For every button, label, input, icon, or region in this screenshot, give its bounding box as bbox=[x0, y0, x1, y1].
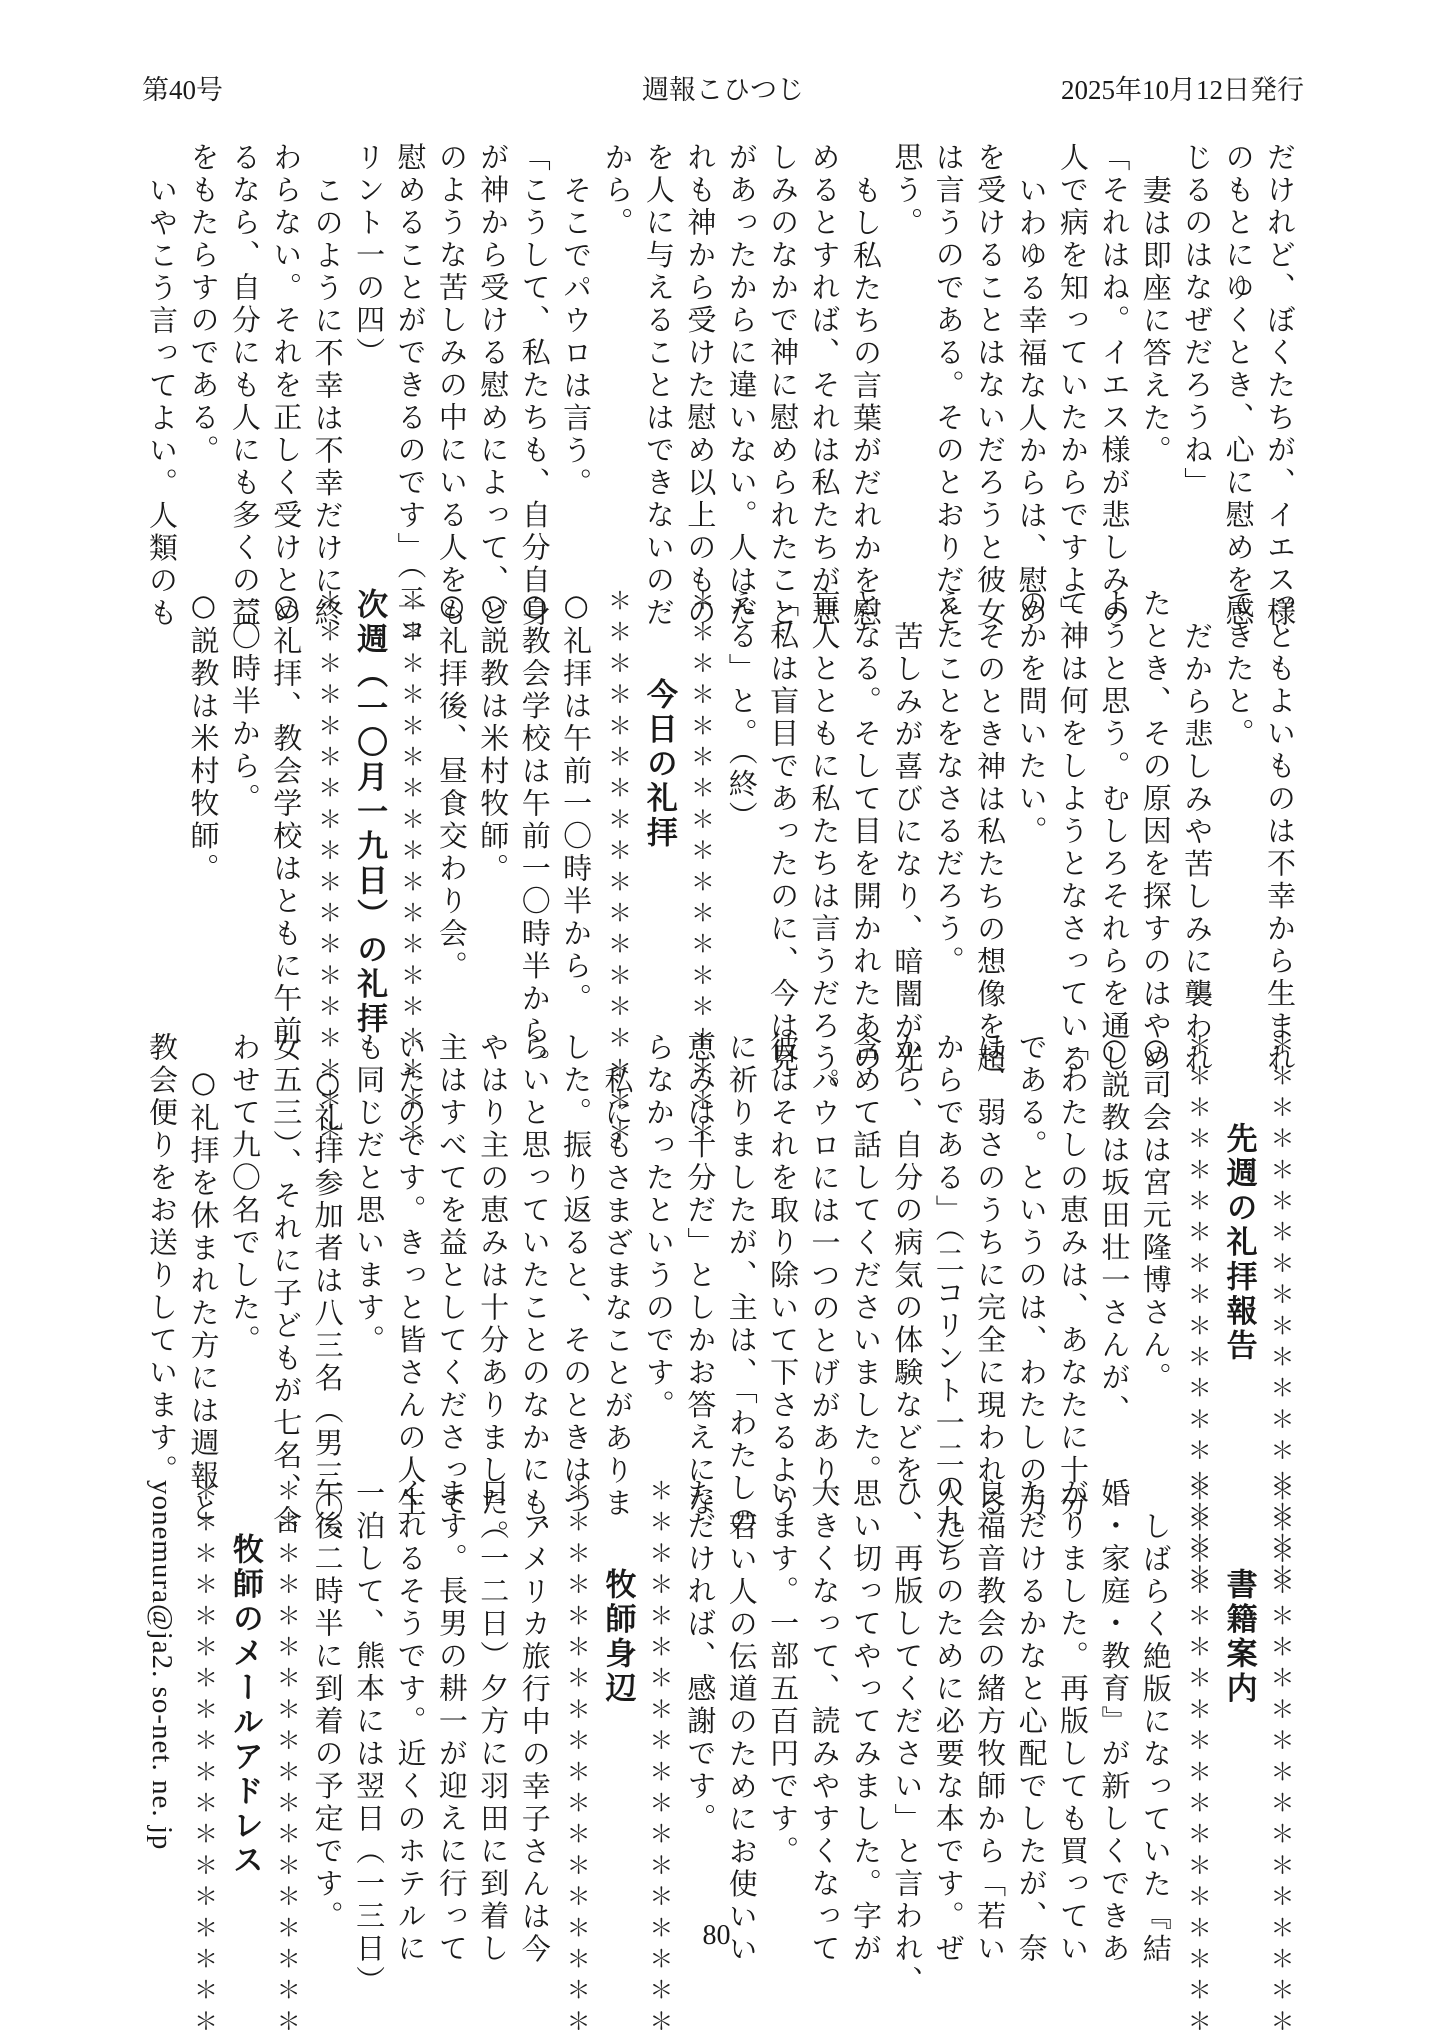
essay-line: える」と。（終） bbox=[724, 588, 759, 834]
service-item: ○礼拝、教会学校はともに午前 bbox=[269, 588, 304, 1048]
report-line: である。というのは、わたしの力 bbox=[1014, 1032, 1049, 1520]
report-line: ○説教は坂田壮一さんが、 bbox=[1097, 1032, 1132, 1427]
essay-line: 妻は即座に答えた。 bbox=[1138, 175, 1173, 468]
pastor-news-line: ます。長男の耕一が迎えに行って bbox=[434, 1478, 469, 1966]
essay-line: を受けることはないだろうと彼女 bbox=[973, 142, 1008, 630]
asterisk-divider: ＊＊＊＊＊＊＊＊＊＊＊＊＊＊＊＊＊＊ bbox=[1183, 1478, 1212, 2040]
report-line: 教会便りをお送りしています。 bbox=[145, 1032, 180, 1487]
essay-line: だけれど、ぼくたちが、イエス様 bbox=[1263, 142, 1297, 630]
asterisk-divider: ＊＊＊＊＊＊＊＊＊＊＊＊＊＊＊＊＊＊ bbox=[562, 1478, 591, 2040]
service-item: ○教会学校は午前一〇時半から。 bbox=[517, 588, 552, 1081]
report-line: らいと思っていたことのなかにも、 bbox=[517, 1032, 552, 1552]
essay-line: っともよいものは不幸から生まれ bbox=[1263, 588, 1297, 1076]
report-line: ○礼拝を休まれた方には週報と bbox=[186, 1065, 221, 1525]
book-line: 大きくなって、読みやすくなって bbox=[807, 1478, 842, 1966]
report-line: に祈りましたが、主は、「わたしの bbox=[724, 1032, 759, 1538]
essay-line: しみのなかで神に慰められたこと bbox=[766, 142, 801, 630]
essay-line: リント一の四） bbox=[352, 142, 387, 370]
essay-line: だから悲しみや苦しみに襲われ bbox=[1180, 621, 1215, 1076]
section-heading-pastor-news: 牧師身辺 bbox=[599, 1568, 636, 1706]
essay-line: そのとき神は私たちの想像を超 bbox=[973, 621, 1008, 1076]
report-line: 女五三）、それに子どもが七名、合 bbox=[269, 1032, 304, 1538]
pastor-news-line: くれるそうです。近くのホテルに bbox=[393, 1478, 428, 1966]
service-item: 一〇時半から。 bbox=[227, 588, 262, 816]
asterisk-divider: ＊＊＊＊＊＊＊＊＊＊＊＊＊＊＊＊＊＊ bbox=[686, 588, 715, 1150]
book-line: ひ、再版してください」と言われ、 bbox=[890, 1478, 925, 1998]
essay-line: のような苦しみの中にいる人をも bbox=[434, 142, 469, 630]
tier-3-report bbox=[120, 1032, 1300, 1594]
tier-2-services bbox=[120, 588, 1300, 1150]
asterisk-divider: ＊＊＊＊＊＊＊＊＊＊＊＊＊＊＊＊＊＊ bbox=[644, 1478, 673, 2040]
book-line: 良福音教会の緒方牧師から「若い bbox=[973, 1478, 1008, 1966]
essay-line: のもとにゆくとき、心に慰めを感 bbox=[1221, 142, 1256, 630]
essay-line: となる。そして目を開かれたあの bbox=[848, 588, 883, 1076]
asterisk-divider: ＊＊＊＊＊＊＊＊＊＊＊＊＊＊＊＊＊＊ bbox=[1266, 1032, 1294, 1594]
essay-line: そこでパウロは言う。 bbox=[559, 175, 594, 500]
essay-line: わらない。それを正しく受けとめ bbox=[269, 142, 304, 630]
report-line: やはり主の恵みは十分ありました。 bbox=[476, 1032, 511, 1552]
book-line: 若い人の伝道のためにお使いい bbox=[724, 1511, 759, 1966]
report-line: 「わたしの恵みは、あなたに十分 bbox=[1055, 1032, 1090, 1520]
pastor-news-line: アメリカ旅行中の幸子さんは今 bbox=[517, 1511, 552, 1966]
essay-line: 盲人とともに私たちは言うだろう。 bbox=[807, 588, 842, 1108]
book-line: 人たちのために必要な本です。ぜ bbox=[931, 1478, 966, 1966]
report-line: ○礼拝参加者は八三名（男三〇、 bbox=[310, 1065, 345, 1558]
essay-line: から。 bbox=[600, 142, 635, 240]
essay-line: いやこう言ってよい。人類のも bbox=[145, 175, 180, 630]
asterisk-divider: ＊＊＊＊＊＊＊＊＊＊＊＊＊＊＊＊＊＊ bbox=[603, 588, 632, 1150]
pastor-news-line: 日（一二日）夕方に羽田に到着し bbox=[476, 1478, 511, 1966]
essay-line: 「こうして、私たちも、自分自身 bbox=[517, 142, 552, 630]
book-line: 婚・家庭・教育』が新しくできあ bbox=[1097, 1478, 1132, 1966]
essay-line: ようと思う。むしろそれらを通し bbox=[1097, 588, 1132, 1076]
service-item: ○説教は米村牧師。 bbox=[476, 588, 511, 886]
essay-line: このように不幸は不幸だけに終 bbox=[310, 175, 345, 630]
essay-line: いわゆる幸福な人からは、慰め bbox=[1014, 175, 1049, 630]
book-line: がりました。再版しても買ってい bbox=[1055, 1478, 1090, 1966]
report-line: した。振り返ると、そのときはつ bbox=[559, 1032, 594, 1520]
report-line: も同じだと思います。 bbox=[352, 1032, 387, 1357]
newsletter-title: 週報こひつじ bbox=[642, 75, 804, 105]
report-line: わせて九〇名でした。 bbox=[227, 1032, 262, 1357]
tier-1-essay bbox=[120, 142, 1300, 648]
report-line: いたのです。きっと皆さんの人生 bbox=[393, 1032, 428, 1520]
asterisk-divider: ＊＊＊＊＊＊＊＊＊＊＊＊＊＊＊＊＊＊ bbox=[189, 1478, 218, 2040]
page-header bbox=[142, 70, 1304, 110]
essay-line: があったからに違いない。人はだ bbox=[724, 142, 759, 630]
pastor-news-line: 午後二時半に到着の予定です。 bbox=[310, 1478, 345, 1933]
essay-line: は言うのである。そのとおりだと bbox=[931, 142, 966, 630]
section-heading-next-week: 次週（一〇月一九日）の礼拝 bbox=[351, 588, 388, 1037]
essay-line: 「私は盲目であったのに、今は見 bbox=[766, 588, 801, 1076]
essay-line: もし私たちの言葉がだれかを慰 bbox=[848, 175, 883, 630]
essay-line: のかを問いたい。 bbox=[1014, 588, 1049, 848]
report-line: 含めて話してくださいました。 bbox=[848, 1032, 883, 1487]
asterisk-divider: ＊＊＊＊＊＊＊＊＊＊＊＊＊＊＊＊＊＊ bbox=[396, 588, 425, 1150]
report-line: 主はすべてを益としてくださって bbox=[434, 1032, 469, 1520]
essay-line: じるのはなぜだろうね」 bbox=[1180, 142, 1215, 500]
report-line: 恵みは十分だ」としかお答えにな bbox=[683, 1032, 718, 1520]
section-heading-pastor-email: 牧師のメールアドレス bbox=[226, 1533, 263, 1878]
section-heading-today-service: 今日の礼拝 bbox=[640, 678, 677, 851]
pastor-news-line: 一泊して、熊本には翌日（一三日） bbox=[352, 1478, 387, 1998]
essay-line: 苦しみが喜びになり、暗闇が光 bbox=[890, 621, 925, 1076]
asterisk-divider: ＊＊＊＊＊＊＊＊＊＊＊＊＊＊＊＊＊＊ bbox=[313, 588, 342, 1150]
essay-line: たとき、その原因を探すのはやめ bbox=[1138, 588, 1173, 1076]
essay-line: るなら、自分にも人にも多くの益 bbox=[227, 142, 262, 630]
issue-number: 第40号 bbox=[142, 75, 223, 105]
service-item: ○礼拝後、昼食交わり会。 bbox=[434, 588, 469, 983]
report-line: らなかったというのです。 bbox=[641, 1032, 676, 1422]
issue-date: 2025年10月12日発行 bbox=[1061, 75, 1304, 105]
book-line: ただければ、感謝です。 bbox=[683, 1478, 718, 1836]
service-item: ○礼拝は午前一〇時半から。 bbox=[559, 588, 594, 1016]
essay-line: てきたと。 bbox=[1221, 588, 1256, 751]
report-line: パウロには一つのとげがあり、 bbox=[807, 1065, 842, 1520]
asterisk-divider: ＊＊＊＊＊＊＊＊＊＊＊＊＊＊＊＊＊＊ bbox=[1266, 1478, 1294, 2040]
asterisk-divider: ＊＊＊＊＊＊＊＊＊＊＊＊＊＊＊＊＊＊ bbox=[1183, 1032, 1212, 1594]
asterisk-divider: ＊＊＊＊＊＊＊＊＊＊＊＊＊＊＊＊＊＊ bbox=[272, 1478, 301, 2040]
essay-line: をもたらすのである。 bbox=[186, 142, 221, 467]
essay-line: めるとすれば、それは私たちが悲 bbox=[807, 142, 842, 630]
essay-line: 人で病を知っていたからですよ」 bbox=[1055, 142, 1090, 630]
page-number: 80 bbox=[702, 1920, 731, 1951]
report-line: からである」（二コリント一二の九） bbox=[931, 1032, 966, 1570]
pastor-email-address[interactable]: yonemura@ja2. so-net. ne. jp bbox=[146, 1480, 179, 1851]
book-line: 思い切ってやってみました。字が bbox=[848, 1478, 883, 1966]
essay-line: 思う。 bbox=[890, 142, 925, 240]
section-heading-book-guide: 書籍案内 bbox=[1220, 1568, 1257, 1706]
service-item: ○説教は米村牧師。 bbox=[186, 588, 221, 886]
section-heading-last-week-report: 先週の礼拝報告 bbox=[1220, 1122, 1257, 1364]
essay-line: て神は何をしようとなさっている bbox=[1055, 588, 1090, 1076]
essay-line: れも神から受けた慰め以上のもの bbox=[683, 142, 718, 630]
essay-line: えたことをなさるだろう。 bbox=[931, 588, 966, 978]
essay-line: が神から受ける慰めによって、ど bbox=[476, 142, 511, 630]
book-line: ただけるかなと心配でしたが、奈 bbox=[1014, 1478, 1049, 1966]
report-line: 私にもさまざまなことがありま bbox=[600, 1065, 635, 1520]
report-line: 彼はそれを取り除いて下さるよう bbox=[766, 1032, 801, 1520]
report-line: は、弱さのうちに完全に現われる bbox=[973, 1032, 1008, 1520]
report-line: から、自分の病気の体験などを bbox=[890, 1032, 925, 1487]
book-line: しばらく絶版になっていた『結 bbox=[1138, 1511, 1173, 1966]
report-line: ○司会は宮元隆博さん。 bbox=[1138, 1032, 1173, 1395]
essay-line: 「それはね。イエス様が悲しみの bbox=[1097, 142, 1132, 630]
essay-line: 慰めることができるのです」（二コ bbox=[393, 142, 428, 648]
essay-line: を人に与えることはできないのだ bbox=[641, 142, 676, 630]
book-line: います。一部五百円です。 bbox=[766, 1478, 801, 1868]
